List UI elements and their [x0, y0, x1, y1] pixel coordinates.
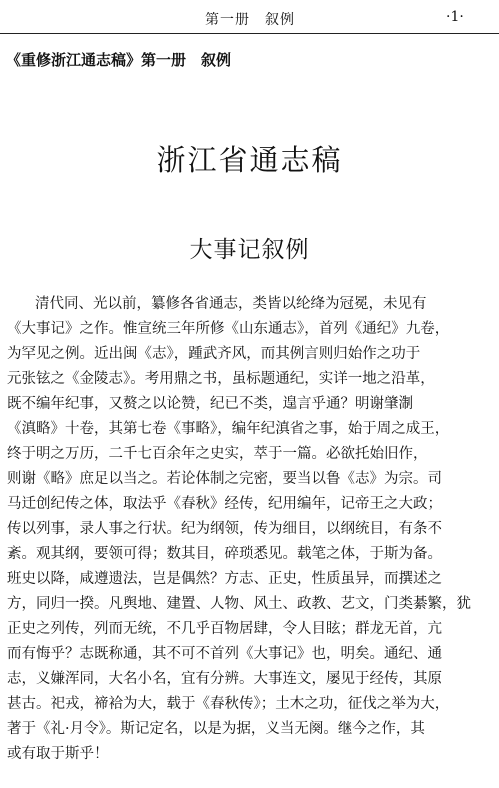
body-line: 终于明之万历，二千七百余年之史实，萃于一篇。必欲托始旧作，: [7, 446, 428, 462]
body-line: 清代同、光以前，纂修各省通志，类皆以纶绛为冠冕，未见有: [35, 296, 427, 312]
running-header: [0, 0, 499, 36]
body-line: 元张铉之《金陵志》。考用鼎之书，虽标题通纪，实详一地之沿革，: [7, 371, 435, 387]
body-line: 为罕见之例。近出闽《志》，踵武齐风，而其例言则归始作之功于: [7, 346, 421, 362]
body-line: 或有取于斯乎！: [7, 746, 109, 762]
page-number: ·1·: [446, 9, 464, 25]
body-line: 《滇略》十卷，其第七卷《事略》，编年纪滇省之事，始于周之成王，: [7, 421, 450, 437]
body-line: 正史之列传，列而无统，不几乎百物居肆，令人目眩；群龙无首，亢: [7, 621, 442, 637]
body-line: 《大事记》之作。惟宣统三年所修《山东通志》，首列《通纪》九卷，: [7, 321, 450, 337]
body-line: 则谢《略》庶足以当之。若论体制之完密，要当以鲁《志》为宗。司: [7, 471, 442, 487]
body-line: 紊。观其纲，要领可得；数其目，碎琐悉见。载笔之体，于斯为备。: [7, 546, 442, 562]
body-line: 方，同归一揆。凡舆地、建置、人物、风土、政教、艺文，门类綦繁，犹: [7, 596, 471, 612]
body-line: 著于《礼·月令》。斯记定名，以是为据，义当无阕。继今之作，其: [7, 721, 425, 737]
body-line: 传以列事，录人事之行状。纪为纲领，传为细目，以纲统目，有条不: [7, 521, 442, 537]
body-line: 而有悔乎？志既称通，其不可不首列《大事记》也，明矣。通纪、通: [7, 646, 442, 662]
body-line: 马迁创纪传之体，取法乎《春秋》经传，纪用编年，记帝王之大政；: [7, 496, 442, 512]
volume-line: 《重修浙江通志稿》第一册 叙例: [6, 51, 232, 69]
body-line: 班史以降，咸遵遗法，岂是偶然？方志、正史，性质虽异，而撰述之: [7, 571, 442, 587]
running-title: 第一册 叙例: [205, 12, 295, 28]
section-title: 大事记叙例: [189, 237, 310, 263]
body-text: [7, 292, 495, 767]
body-line: 甚古。祀戎，禘袷为大，载于《春秋传》；土木之功，征伐之举为大，: [7, 696, 450, 712]
body-line: 既不编年纪事，又赘之以论赞，纪已不类，遑言乎通？明谢肇淛: [7, 396, 413, 412]
main-title: 浙江省通志稿: [156, 143, 343, 177]
header-rule: [0, 33, 499, 34]
body-line: 志，义嫌浑同，大名小名，宜有分辨。大事连文，屡见于经传，其原: [7, 671, 442, 687]
